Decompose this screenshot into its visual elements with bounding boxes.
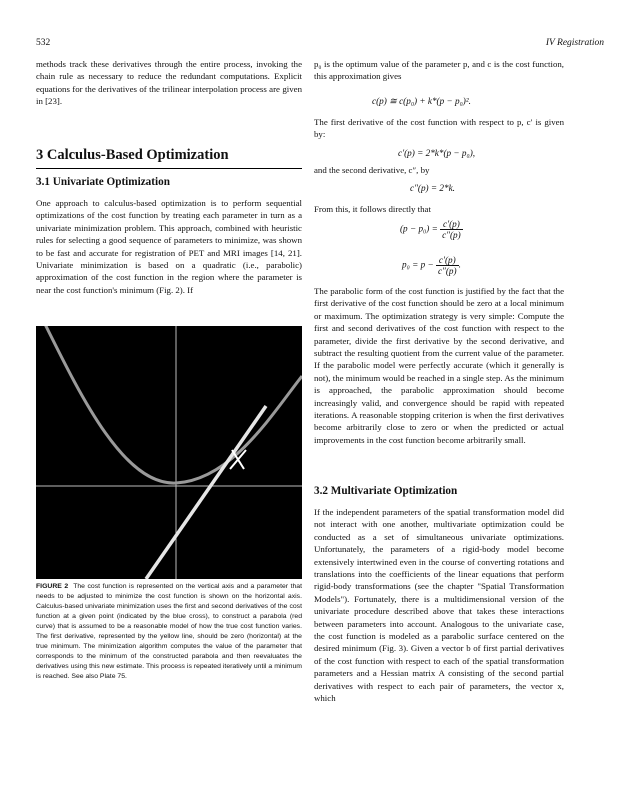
left-column-body: [36, 197, 302, 296]
equation-update: [402, 255, 461, 276]
subsection-title-multivariate: 3.2 Multivariate Optimization: [314, 485, 458, 497]
paragraph-second-derivative: and the second derivative, c″, by: [314, 165, 430, 175]
right-column-top: [314, 58, 564, 83]
equation-update-fraction: [436, 255, 459, 276]
running-header: IV Registration: [545, 38, 604, 48]
right-column-follows: [314, 203, 564, 215]
cost-function-plot: [36, 326, 302, 579]
equation-approximation: c(p) ≅ c(p₀) + k*(p − p₀)².: [372, 96, 471, 106]
subsection-title-univariate: 3.1 Univariate Optimization: [36, 176, 170, 188]
right-column-second-derivative: [314, 164, 564, 176]
equation-first-derivative: c′(p) = 2*k*(p − p₀),: [398, 148, 476, 158]
equation-ratio: [400, 219, 463, 240]
paragraph-parabolic: The parabolic form of the cost function is justified by the fact that the first derivative of the cost function should be zero at a local minimum or maximum. The optimization strategy is very simple: Compute the first and second derivatives of the cost function with respect to the parameter, divide the first derivative by the second derivative, and subtract the resulting quotient from the current value of the parameter. If the parabolic model were perfectly accurate (which it generally is not), the minimum would be reached in a single step. As the minimum is approached, the parabolic approximation should become increasingly valid, and convergence should be rapid with repeated iterations. A reasonable stopping criterion is when the first derivatives become arbitrarily close to zero or when the predicted or actual improvements in the cost function become arbitrarily small.: [314, 286, 564, 445]
equation-ratio-fraction: [440, 219, 463, 240]
right-column-first-derivative: [314, 116, 564, 141]
equation-ratio-lhs: (p − p₀) =: [400, 223, 438, 234]
paragraph-follows: From this, it follows directly that: [314, 204, 431, 214]
equation-ratio-denominator: c″(p): [442, 230, 461, 240]
section-title: 3 Calculus-Based Optimization: [36, 147, 302, 169]
equation-update-lhs: p₀ = p −: [402, 259, 434, 270]
paragraph-intro: methods track these derivatives through the entire process, invoking the chain rule as necessary to reduce the redundant computations. Explicit equations for the derivatives of the trilinear interpolation process are given in [23].: [36, 59, 302, 107]
equation-update-denominator: c″(p): [437, 266, 457, 276]
parabola-curve: [36, 326, 302, 483]
right-column-body: [314, 285, 564, 446]
caption-text: The cost function is represented on the vertical axis and a parameter that needs to be adjusted to minimize the cost function is shown on the horizontal axis. Calculus-based univariate minimization uses the first and second derivatives of the cost function at a given point (indicated by the blue cross), to construct a parabola (red curve) that is assumed to be a reasonable model of how the true cost function varies. The first derivative, represented by the yellow line, should be zero (horizontal) at the true minimum. The minimization algorithm computes the value of the parameter that corresponds to the minimum of the constructed parabola and then reevaluates the derivatives using this new estimate. This process is repeated iteratively until a minimum is reached. See also Plate 75.: [36, 583, 303, 680]
paragraph-first-derivative: The first derivative of the cost function with respect to p, c′ is given by:: [314, 117, 564, 140]
equation-ratio-numerator: c′(p): [440, 219, 463, 230]
equation-update-tail: .: [458, 259, 461, 270]
figure-caption: [36, 582, 302, 682]
caption-label: FIGURE 2: [36, 583, 69, 590]
equation-second-derivative: c″(p) = 2*k.: [410, 183, 455, 193]
first-derivative-line: [146, 406, 266, 579]
page-number: 532: [36, 38, 51, 48]
equation-update-numerator: c′(p): [436, 255, 459, 266]
figure-2: [36, 326, 302, 579]
paragraph-optimum: p₀ is the optimum value of the parameter p, and c is the cost function, this approximation gives: [314, 59, 564, 82]
left-column-intro: [36, 58, 302, 108]
paragraph-univariate: One approach to calculus-based optimization is to perform sequential optimizations of the cost function by treating each parameter in turn as a univariate minimization problem. This approach, combined with heuristic rules for selecting a good sequence of parameters to minimize, was shown to be fast and accurate for registration of PET and MRI images [14, 21]. Univariate minimization is based on a quadratic (i.e., parabolic) approximation of the cost function in the region where the parameter is near the cost function's minimum (Fig. 2). If: [36, 198, 302, 295]
paragraph-multivariate: If the independent parameters of the spatial transformation model did not interact with one another, multivariate optimization could be conducted as a set of simultaneous univariate optimizations. Unfortunately, the parameters of a rigid-body model become extensively intertwined even in the course of converting rotations and translations into the coefficients of the linear equations that perform rigid-body transformations (see the chapter "Spatial Transformation Models"). Fortunately, there is a multidimensional version of the univariate procedure described above that takes these interactions between parameters into account. Analogous to the univariate case, the cost function is modeled as a parabolic surface centered on the desired minimum (Fig. 3). Given a vector b of first partial derivatives of the cost function with respect to each of the spatial transformation parameters and a Hessian matrix A consisting of the second partial derivatives with respect to each pair of parameters, the vector x, which: [314, 507, 564, 704]
right-column-multivariate: [314, 506, 564, 705]
